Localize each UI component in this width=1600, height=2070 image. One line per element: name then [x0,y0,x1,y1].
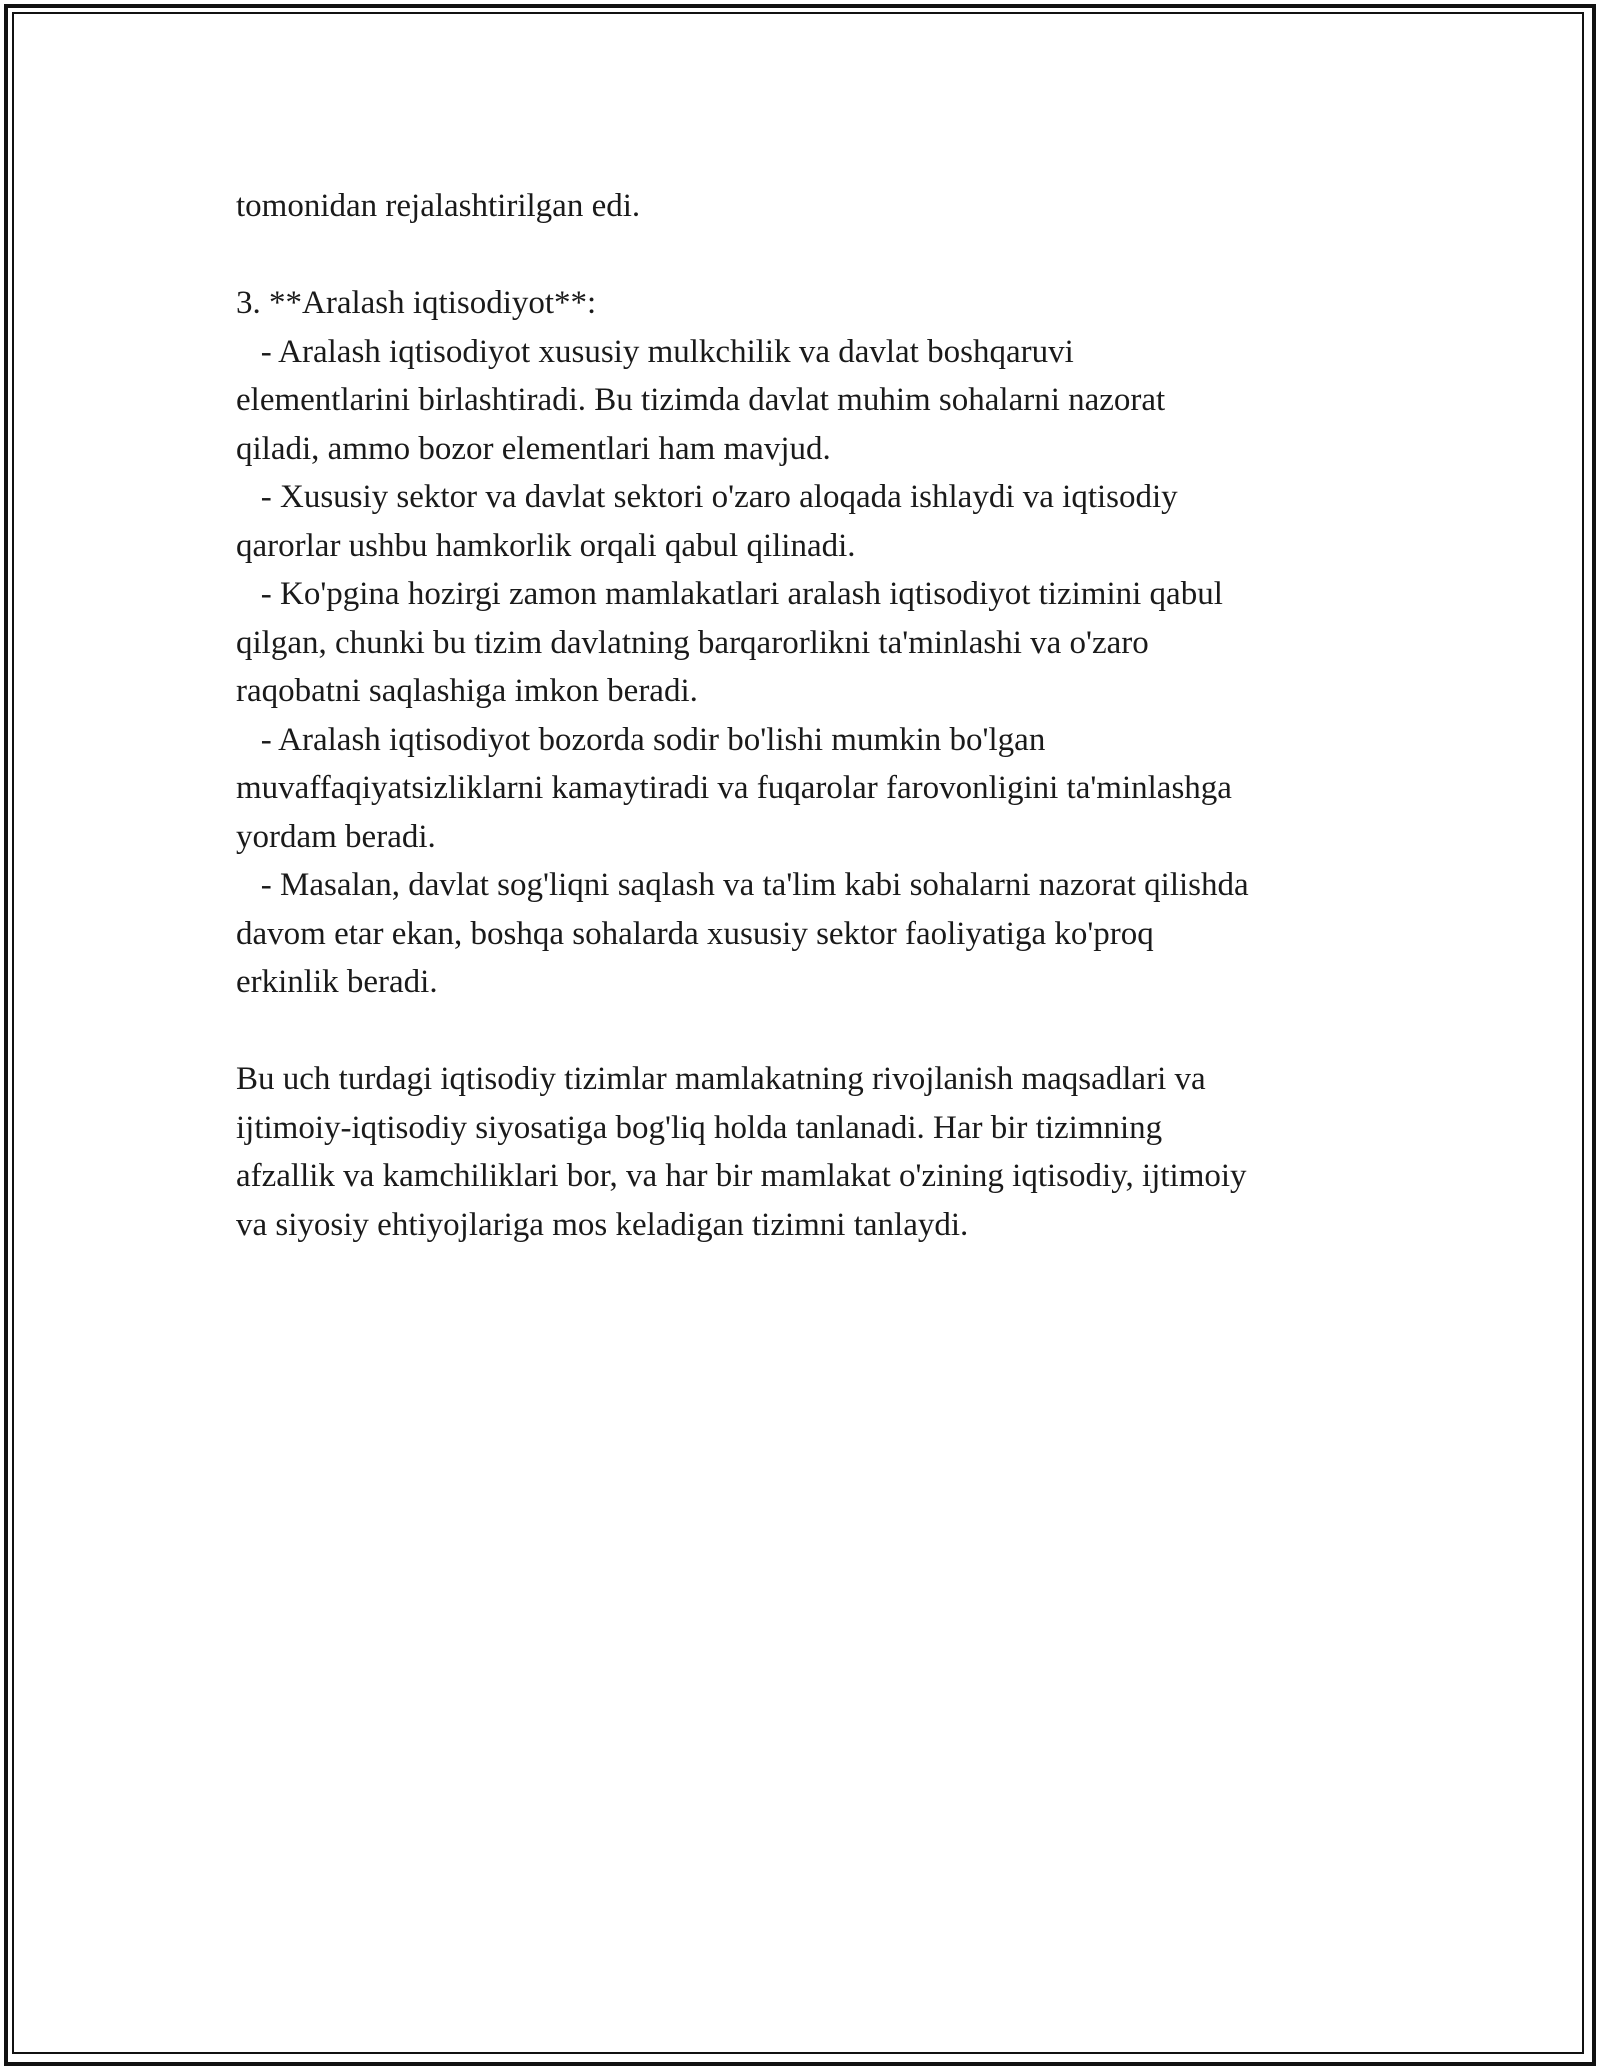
text-line: - Ko'pgina hozirgi zamon mamlakatlari aralash iqtisodiyot tizimini qabul [236,576,1223,612]
text-line: afzallik va kamchiliklari bor, va har bir mamlakat o'zining iqtisodiy, ijtimoiy [236,1158,1247,1194]
text-line: Bu uch turdagi iqtisodiy tizimlar mamlakatning rivojlanish maqsadlari va [236,1061,1206,1097]
text-line: muvaffaqiyatsizliklarni kamaytiradi va fuqarolar farovonligini ta'minlashga [236,770,1232,806]
paragraph [236,1055,1406,1249]
text-line: elementlarini birlashtiradi. Bu tizimda davlat muhim sohalarni nazorat [236,382,1166,418]
paragraph [236,182,1406,231]
paragraph [236,279,1406,1007]
document-body [236,182,1406,1249]
list-heading: 3. **Aralash iqtisodiyot**: [236,285,597,321]
text-line: tomonidan rejalashtirilgan edi. [236,188,641,224]
text-line: raqobatni saqlashiga imkon beradi. [236,673,698,709]
blank-line [236,1007,1406,1056]
text-line: - Xususiy sektor va davlat sektori o'zaro aloqada ishlaydi va iqtisodiy [236,479,1178,515]
text-line: va siyosiy ehtiyojlariga mos keladigan tizimni tanlaydi. [236,1206,969,1243]
text-line: ijtimoiy-iqtisodiy siyosatiga bog'liq holda tanlanadi. Har bir tizimning [236,1109,1163,1146]
text-line: - Aralash iqtisodiyot xususiy mulkchilik va davlat boshqaruvi [236,333,1074,370]
text-line: yordam beradi. [236,818,436,855]
blank-line [236,231,1406,280]
text-line: erkinlik beradi. [236,964,438,1000]
text-line: davom etar ekan, boshqa sohalarda xususiy sektor faoliyatiga ko'proq [236,915,1154,952]
text-line: qilgan, chunki bu tizim davlatning barqarorlikni ta'minlashi va o'zaro [236,624,1149,661]
text-line: qarorlar ushbu hamkorlik orqali qabul qilinadi. [236,527,856,564]
text-line: - Masalan, davlat sog'liqni saqlash va ta'lim kabi sohalarni nazorat qilishda [236,867,1249,903]
text-line: qiladi, ammo bozor elementlari ham mavjud. [236,430,831,467]
text-line: - Aralash iqtisodiyot bozorda sodir bo'lishi mumkin bo'lgan [236,721,1046,758]
